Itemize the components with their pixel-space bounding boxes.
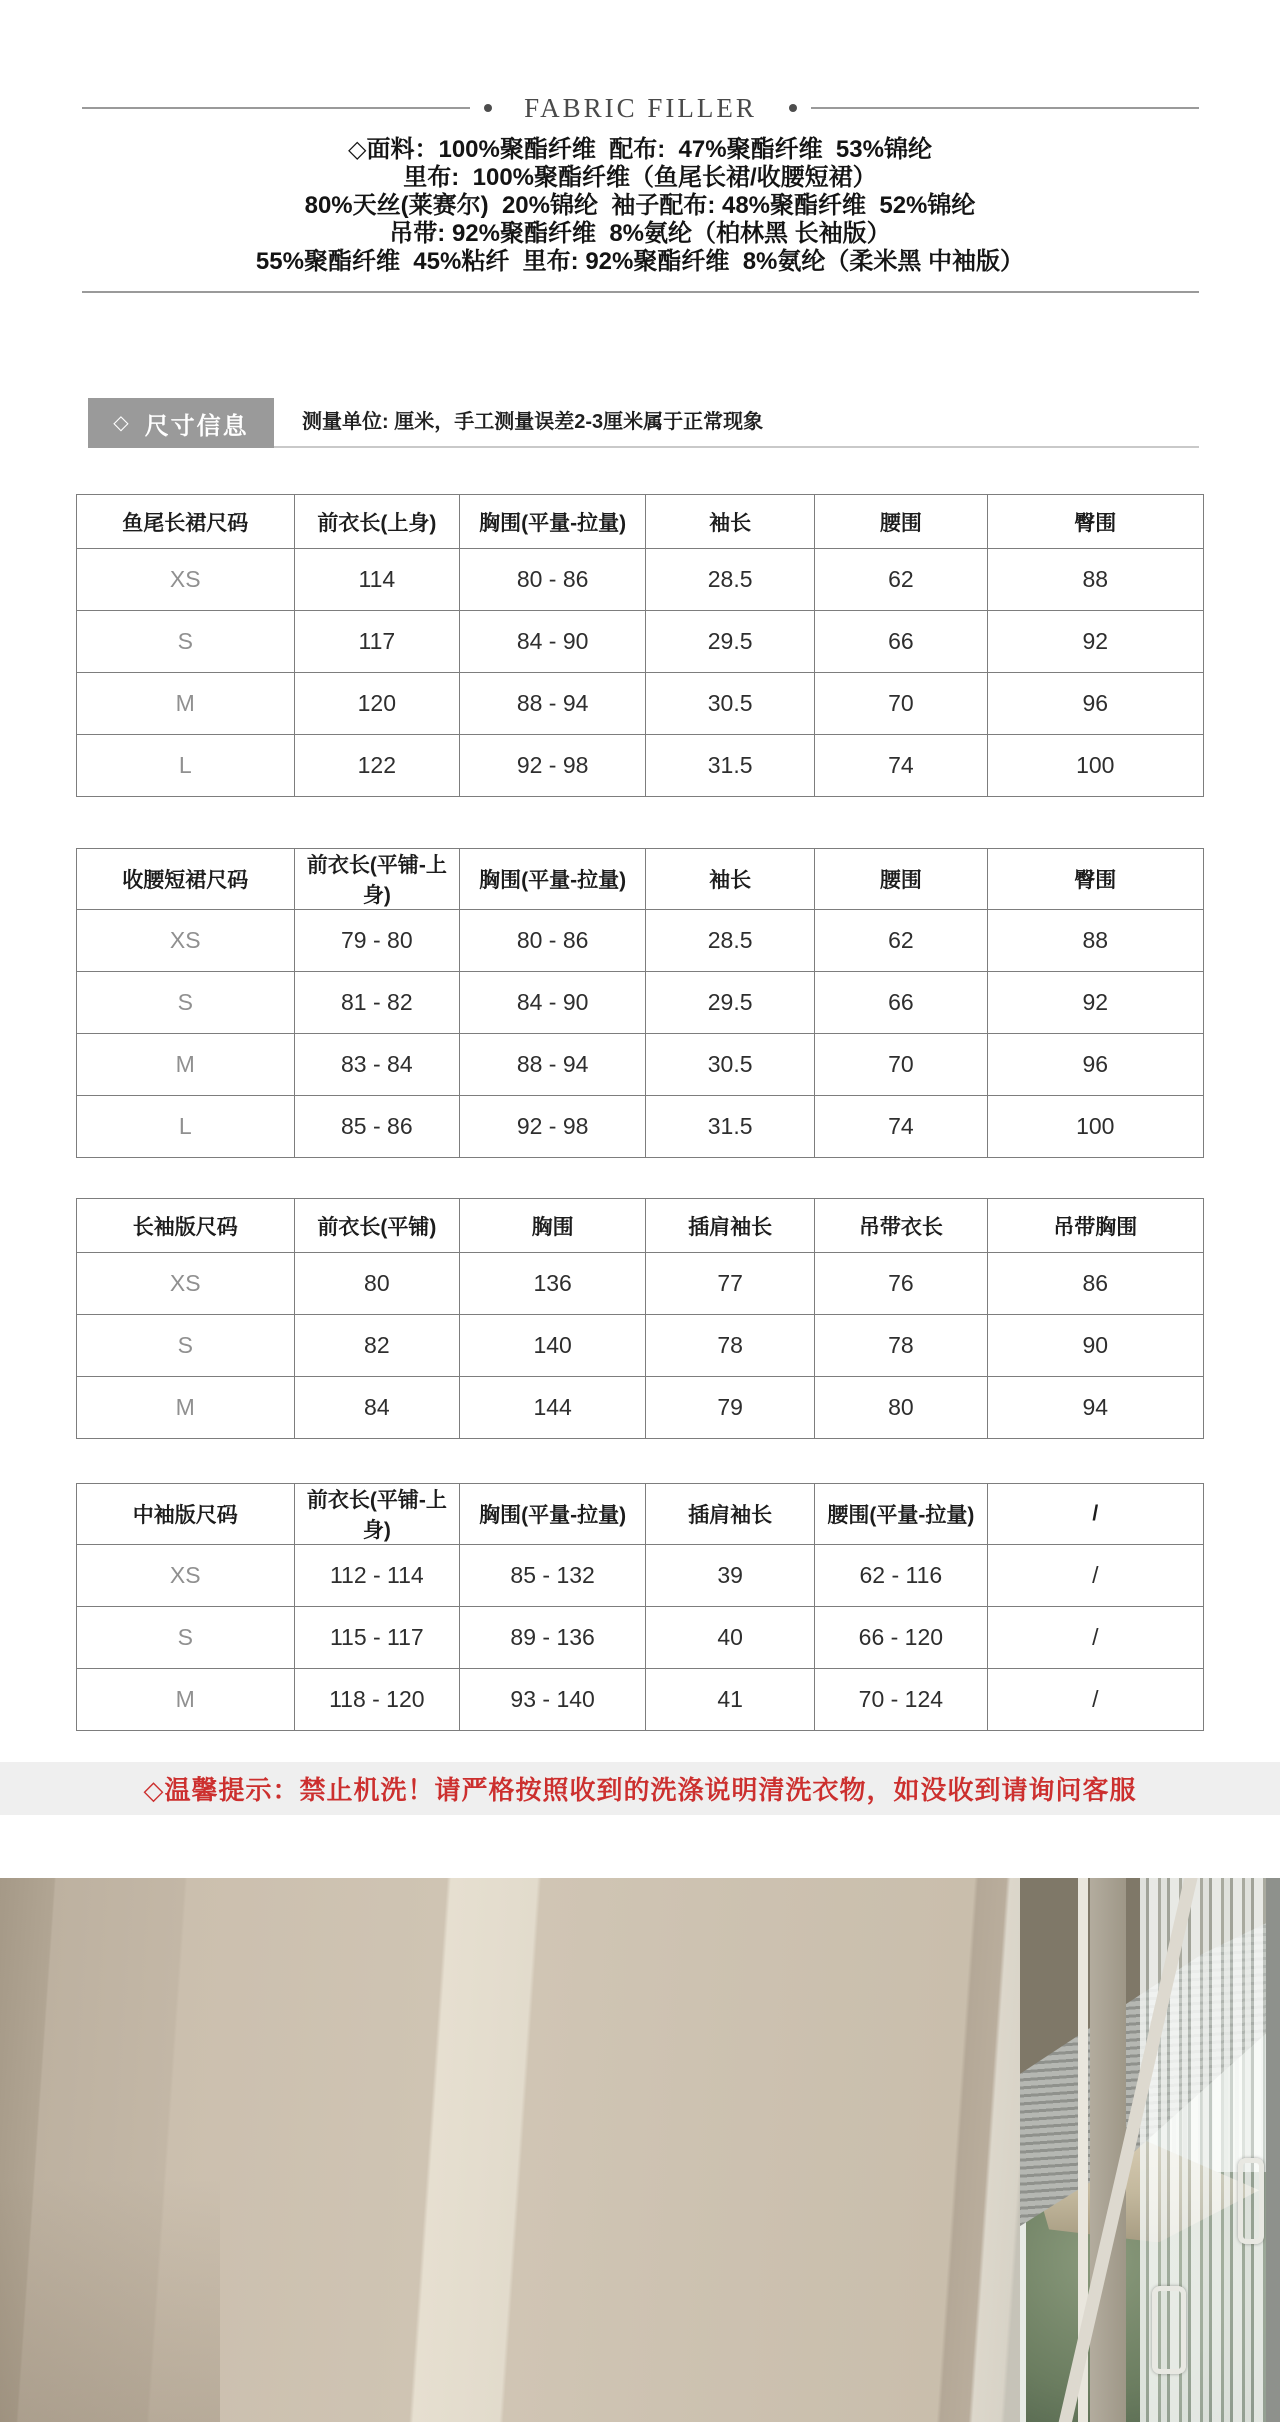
size-table-cell: M <box>77 1669 295 1731</box>
size-table-cell: 85 - 86 <box>294 1096 460 1158</box>
size-table-header-cell: 鱼尾长裙尺码 <box>77 495 295 549</box>
fabric-composition-line: 55%聚酯纤维 45%粘纤 里布: 92%聚酯纤维 8%氨纶（柔米黑 中袖版） <box>255 248 1025 275</box>
size-table-cell: 100 <box>987 735 1203 797</box>
size-table-cell: 31.5 <box>646 735 815 797</box>
size-table-fishtail-long-dress <box>76 494 1204 797</box>
size-table-cell: XS <box>77 1253 295 1315</box>
size-table-header-row <box>77 1484 1204 1545</box>
size-table-cell: 31.5 <box>646 1096 815 1158</box>
size-table-header-cell: / <box>987 1484 1203 1545</box>
size-table-cell: 30.5 <box>646 1034 815 1096</box>
size-table-cell: 80 - 86 <box>460 910 646 972</box>
size-table-cell: / <box>987 1607 1203 1669</box>
table-row <box>77 1607 1204 1669</box>
size-table-cell: 70 <box>815 673 987 735</box>
table-row <box>77 1253 1204 1315</box>
fabric-composition-line: 80%天丝(莱赛尔) 20%锦纶 袖子配布: 48%聚酯纤维 52%锦纶 <box>304 192 976 219</box>
size-table-cell: 84 - 90 <box>460 611 646 673</box>
size-table-cell: 40 <box>646 1607 815 1669</box>
size-info-badge <box>88 398 274 448</box>
size-table-cell: 120 <box>294 673 460 735</box>
table-row <box>77 1034 1204 1096</box>
size-table-header-cell: 长袖版尺码 <box>77 1199 295 1253</box>
size-table-cell: 82 <box>294 1315 460 1377</box>
size-table-cell: 92 - 98 <box>460 1096 646 1158</box>
dot-bullet-icon <box>484 104 492 112</box>
size-table-header-cell: 插肩袖长 <box>646 1484 815 1545</box>
size-table-cell: S <box>77 1607 295 1669</box>
fabric-composition-line: 里布: 100%聚酯纤维（鱼尾长裙/收腰短裙） <box>403 164 877 191</box>
size-table-header-cell: 腰围(平量-拉量) <box>815 1484 987 1545</box>
size-table-cell: 66 <box>815 972 987 1034</box>
window-handle <box>1238 2158 1264 2244</box>
size-table-cell: 136 <box>460 1253 646 1315</box>
size-table-header-row <box>77 849 1204 910</box>
size-table-cell: 86 <box>987 1253 1203 1315</box>
size-table-cell: 83 - 84 <box>294 1034 460 1096</box>
size-table-cell: 62 - 116 <box>815 1545 987 1607</box>
size-table-cell: 117 <box>294 611 460 673</box>
size-table-header-cell: 前衣长(平铺-上身) <box>294 1484 460 1545</box>
size-table-cell: 66 - 120 <box>815 1607 987 1669</box>
size-table-cell: 92 <box>987 972 1203 1034</box>
table-row <box>77 673 1204 735</box>
size-table-cell: 94 <box>987 1377 1203 1439</box>
measurement-note: 测量单位: 厘米，手工测量误差2-3厘米属于正常现象 <box>302 411 764 433</box>
size-table-cell: 74 <box>815 735 987 797</box>
size-table-header-cell: 腰围 <box>815 849 987 910</box>
dot-bullet-icon <box>789 104 797 112</box>
size-table-cell: 81 - 82 <box>294 972 460 1034</box>
table-row <box>77 735 1204 797</box>
size-table-cell: 88 - 94 <box>460 1034 646 1096</box>
size-table-header-cell: 臀围 <box>987 849 1203 910</box>
size-table-cell: 80 - 86 <box>460 549 646 611</box>
size-table-cell: / <box>987 1669 1203 1731</box>
horizontal-divider <box>82 291 1199 293</box>
size-table-cell: 88 - 94 <box>460 673 646 735</box>
size-table-cell: 92 <box>987 611 1203 673</box>
size-table-cell: 84 - 90 <box>460 972 646 1034</box>
size-table-cell: 89 - 136 <box>460 1607 646 1669</box>
size-table-cell: 29.5 <box>646 611 815 673</box>
size-table-header-row <box>77 495 1204 549</box>
size-table-cell: 144 <box>460 1377 646 1439</box>
size-table-mid-sleeve-version <box>76 1483 1204 1731</box>
size-table-header-cell: 袖长 <box>646 849 815 910</box>
table-row <box>77 549 1204 611</box>
table-row <box>77 1545 1204 1607</box>
window-edge-frame <box>1266 1878 1280 2422</box>
size-table-header-cell: 胸围 <box>460 1199 646 1253</box>
size-table-cell: 92 - 98 <box>460 735 646 797</box>
size-table-cell: M <box>77 1377 295 1439</box>
size-table-header-cell: 吊带衣长 <box>815 1199 987 1253</box>
size-table-cell: XS <box>77 1545 295 1607</box>
care-warning-text: ◇温馨提示：禁止机洗！请严格按照收到的洗涤说明清洗衣物，如没收到请询问客服 <box>143 1775 1137 1805</box>
size-table-header-cell: 胸围(平量-拉量) <box>460 1484 646 1545</box>
size-table-header-cell: 插肩袖长 <box>646 1199 815 1253</box>
divider-line <box>82 107 470 109</box>
size-table-cell: 79 - 80 <box>294 910 460 972</box>
size-table-cell: 122 <box>294 735 460 797</box>
size-table-cell: 114 <box>294 549 460 611</box>
size-table-cell: 74 <box>815 1096 987 1158</box>
size-table-cell: M <box>77 1034 295 1096</box>
table-row <box>77 611 1204 673</box>
diamond-icon: ◇ <box>113 412 129 434</box>
wall-shadow <box>0 1878 220 2422</box>
size-table-cell: 112 - 114 <box>294 1545 460 1607</box>
table-row <box>77 910 1204 972</box>
size-table-cell: 85 - 132 <box>460 1545 646 1607</box>
fabric-composition-line: ◇面料：100%聚酯纤维 配布: 47%聚酯纤维 53%锦纶 <box>348 136 932 163</box>
room-interior-photo <box>0 1878 1280 2422</box>
size-table-cell: 90 <box>987 1315 1203 1377</box>
table-row <box>77 1096 1204 1158</box>
size-table-cell: 28.5 <box>646 910 815 972</box>
divider-line <box>811 107 1199 109</box>
size-table-header-cell: 吊带胸围 <box>987 1199 1203 1253</box>
size-table-cell: 41 <box>646 1669 815 1731</box>
size-table-cell: 78 <box>646 1315 815 1377</box>
size-table-cell: 30.5 <box>646 673 815 735</box>
size-table-cell: 115 - 117 <box>294 1607 460 1669</box>
size-table-cell: / <box>987 1545 1203 1607</box>
size-table-cell: 62 <box>815 549 987 611</box>
size-table-cell: 78 <box>815 1315 987 1377</box>
size-table-header-cell: 收腰短裙尺码 <box>77 849 295 910</box>
fabric-composition-line: 吊带: 92%聚酯纤维 8%氨纶（柏林黑 长袖版） <box>389 220 891 247</box>
size-table-cell: 140 <box>460 1315 646 1377</box>
size-table-cell: 77 <box>646 1253 815 1315</box>
table-row <box>77 1669 1204 1731</box>
size-table-cell: M <box>77 673 295 735</box>
fabric-section-title: FABRIC FILLER <box>524 92 757 123</box>
size-table-cell: 70 <box>815 1034 987 1096</box>
size-table-header-row <box>77 1199 1204 1253</box>
size-table-cell: 29.5 <box>646 972 815 1034</box>
size-table-cell: 88 <box>987 549 1203 611</box>
size-table-header-cell: 前衣长(平铺) <box>294 1199 460 1253</box>
size-info-label: 尺寸信息 <box>144 412 249 440</box>
size-table-long-sleeve-version <box>76 1198 1204 1439</box>
size-table-cell: 39 <box>646 1545 815 1607</box>
size-table-cell: XS <box>77 910 295 972</box>
size-table-cell: 76 <box>815 1253 987 1315</box>
size-table-cell: 96 <box>987 673 1203 735</box>
window <box>1020 1878 1280 2422</box>
size-table-header-cell: 臀围 <box>987 495 1203 549</box>
size-table-header-cell: 前衣长(上身) <box>294 495 460 549</box>
size-table-cell: 88 <box>987 910 1203 972</box>
size-table-cell: 100 <box>987 1096 1203 1158</box>
care-warning-banner <box>0 1762 1280 1815</box>
size-table-header-cell: 胸围(平量-拉量) <box>460 495 646 549</box>
size-table-cell: 84 <box>294 1377 460 1439</box>
size-table-cell: 80 <box>294 1253 460 1315</box>
size-table-cell: 62 <box>815 910 987 972</box>
fabric-section-header <box>82 88 1199 128</box>
size-table-cell: XS <box>77 549 295 611</box>
size-table-cell: L <box>77 1096 295 1158</box>
size-table-header-cell: 中袖版尺码 <box>77 1484 295 1545</box>
size-table-header-cell: 前衣长(平铺-上身) <box>294 849 460 910</box>
size-table-cell: 96 <box>987 1034 1203 1096</box>
table-row <box>77 1315 1204 1377</box>
size-table-header-cell: 袖长 <box>646 495 815 549</box>
fabric-composition-text <box>0 136 1280 276</box>
size-table-cell: 66 <box>815 611 987 673</box>
table-row <box>77 972 1204 1034</box>
size-table-cell: S <box>77 972 295 1034</box>
table-row <box>77 1377 1204 1439</box>
size-table-cell: 70 - 124 <box>815 1669 987 1731</box>
size-table-cell: S <box>77 1315 295 1377</box>
size-table-waisted-short-dress <box>76 848 1204 1158</box>
window-handle <box>1152 2286 1186 2374</box>
size-table-cell: L <box>77 735 295 797</box>
size-table-cell: 93 - 140 <box>460 1669 646 1731</box>
size-table-cell: 118 - 120 <box>294 1669 460 1731</box>
size-table-cell: 80 <box>815 1377 987 1439</box>
size-table-cell: 79 <box>646 1377 815 1439</box>
size-table-cell: S <box>77 611 295 673</box>
size-table-header-cell: 腰围 <box>815 495 987 549</box>
size-table-header-cell: 胸围(平量-拉量) <box>460 849 646 910</box>
size-table-cell: 28.5 <box>646 549 815 611</box>
